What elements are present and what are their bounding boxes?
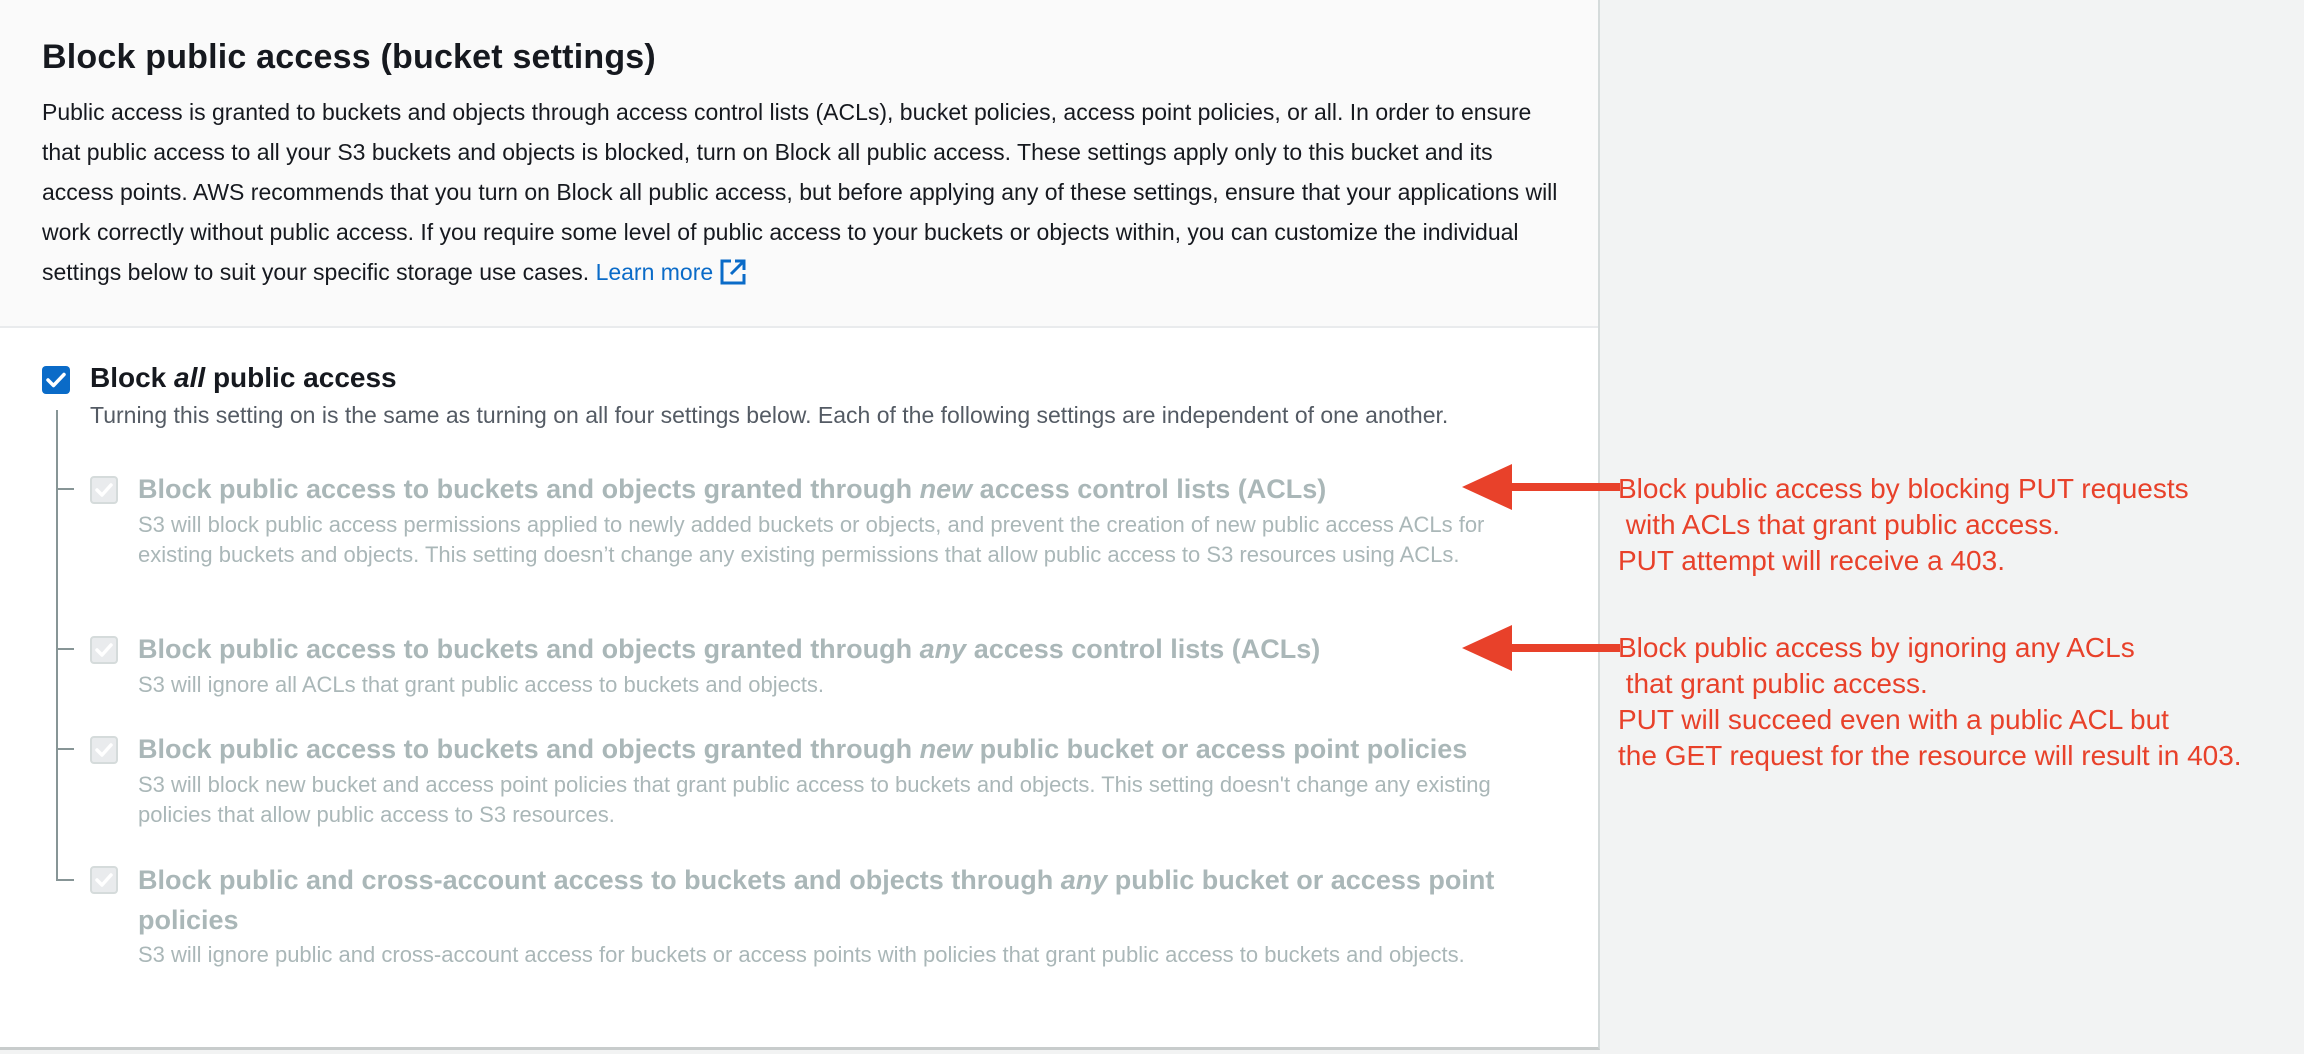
annotation-new-acls xyxy=(1618,471,2189,579)
setting-any-acls-description: S3 will ignore all ACLs that grant public access to buckets and objects. xyxy=(138,672,825,697)
setting-label-emphasis: any xyxy=(1060,865,1108,895)
setting-label-suffix: public bucket or access point policies xyxy=(972,734,1468,764)
annotation-line: Block public access by ignoring any ACLs xyxy=(1618,632,2135,663)
setting-any-policies-label xyxy=(138,860,1558,940)
setting-new-acls-label xyxy=(138,469,1558,509)
checkmark-icon xyxy=(42,366,70,394)
setting-label-emphasis: new xyxy=(919,734,973,764)
tree-connector-3 xyxy=(56,748,74,750)
setting-label-emphasis: new xyxy=(919,474,973,504)
tree-connector-4 xyxy=(56,879,74,881)
block-all-label-prefix: Block xyxy=(90,362,175,393)
setting-label-suffix: public bucket or access point policies xyxy=(138,865,1495,935)
setting-label-prefix: Block public access to buckets and objects granted through xyxy=(138,734,920,764)
setting-new-policies-label xyxy=(138,729,1558,769)
learn-more-link[interactable] xyxy=(596,259,748,285)
setting-label-emphasis: any xyxy=(919,634,967,664)
block-all-label-emphasis: all xyxy=(174,362,206,393)
annotation-line: PUT attempt will receive a 403. xyxy=(1618,545,2005,576)
block-all-label-suffix: public access xyxy=(205,362,397,393)
setting-any-acls-checkbox[interactable] xyxy=(90,636,118,664)
annotation-line: that grant public access. xyxy=(1618,668,1928,699)
setting-any-acls-label xyxy=(138,629,1558,669)
annotation-line: the GET request for the resource will result in 403. xyxy=(1618,740,2242,771)
tree-connector-vertical xyxy=(56,410,58,881)
tree-connector-1 xyxy=(56,488,74,490)
setting-label-prefix: Block public and cross-account access to buckets and objects through xyxy=(138,865,1061,895)
section-description xyxy=(42,92,1562,298)
tree-connector-2 xyxy=(56,648,74,650)
panel-header xyxy=(0,0,1598,328)
block-all-checkbox[interactable] xyxy=(42,366,70,394)
learn-more-label: Learn more xyxy=(595,259,714,285)
arrow-left-icon xyxy=(1460,462,1620,512)
setting-any-policies-description: S3 will ignore public and cross-account access for buckets or access points with policies that grant public access to buckets and objects. xyxy=(138,942,1465,967)
setting-label-prefix: Block public access to buckets and objects granted through xyxy=(138,634,920,664)
setting-any-policies-checkbox[interactable] xyxy=(90,866,118,894)
block-all-description: Turning this setting on is the same as turning on all four settings below. Each of the following settings are independent of one another. xyxy=(90,402,1449,428)
annotation-line: PUT will succeed even with a public ACL but xyxy=(1618,704,2169,735)
setting-new-acls-description: S3 will block public access permissions applied to newly added buckets or objects, and prevent the creation of new public access ACLs for existing buckets and objects. This setting doesn’t change any existing permissions that allow public access to S3 resources using ACLs. xyxy=(138,512,1485,567)
checkmark-icon xyxy=(92,738,116,762)
annotation-line: Block public access by blocking PUT requests xyxy=(1618,473,2189,504)
checkmark-icon xyxy=(92,478,116,502)
setting-new-acls-checkbox[interactable] xyxy=(90,476,118,504)
annotation-line: with ACLs that grant public access. xyxy=(1618,509,2060,540)
checkmark-icon xyxy=(92,638,116,662)
setting-new-policies-checkbox[interactable] xyxy=(90,736,118,764)
setting-new-policies-description: S3 will block new bucket and access point policies that grant public access to buckets and objects. This setting doesn't change any existing policies that allow public access to S3 resources. xyxy=(138,772,1491,827)
checkmark-icon xyxy=(92,868,116,892)
block-all-label[interactable] xyxy=(90,362,397,394)
description-text: Public access is granted to buckets and objects through access control lists (ACLs), bucket policies, access point policies, or all. In order to ensure that public access to all your S3 buckets and objects is blocked, turn on Block all public access. These settings apply only to this bucket and its access points. AWS recommends that you turn on Block all public access, but before applying any of these settings, ensure that your applications will work correctly without public access. If you require some level of public access to your buckets or objects within, you can customize the individual settings below to suit your specific storage use cases. xyxy=(42,99,1558,285)
setting-label-suffix: access control lists (ACLs) xyxy=(966,634,1321,664)
arrow-left-icon xyxy=(1460,623,1620,673)
annotation-any-acls xyxy=(1618,630,2242,774)
external-link-icon xyxy=(719,258,747,298)
setting-label-suffix: access control lists (ACLs) xyxy=(972,474,1327,504)
setting-label-prefix: Block public access to buckets and objects granted through xyxy=(138,474,920,504)
page-title: Block public access (bucket settings) xyxy=(42,38,656,76)
